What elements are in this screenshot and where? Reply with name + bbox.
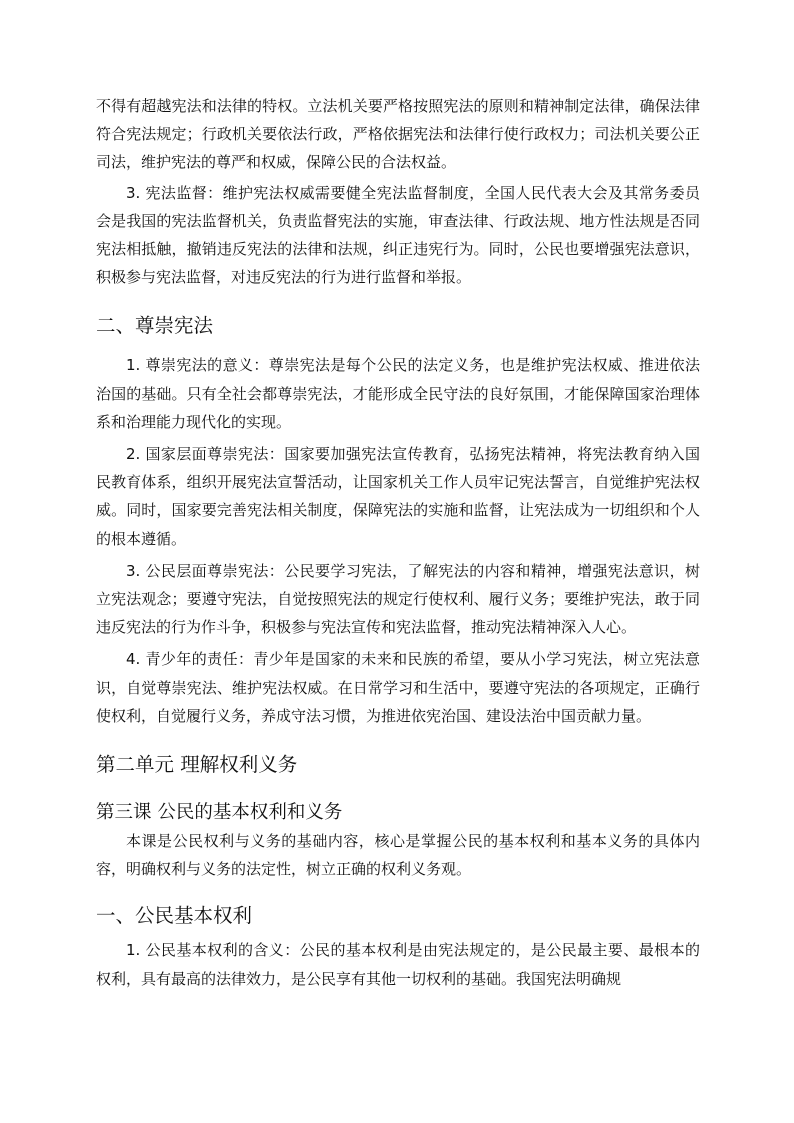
paragraph-constitution-supervision: 3. 宪法监督：维护宪法权威需要健全宪法监督制度，全国人民代表大会及其常务委员会是我国的宪法监督机关，负责监督宪法的实施，审查法律、行政法规、地方性法规是否同宪法相抵触，撤销违反宪法的法律和法规，纠正违宪行为。同时，公民也要增强宪法意识，积极参与宪法监督，对违反宪法的行为进行监督和举报。 (96, 183, 700, 287)
paragraph-intro: 不得有超越宪法和法律的特权。立法机关要严格按照宪法的原则和精神制定法律，确保法律符合宪法规定；行政机关要依法行政，严格依据宪法和法律行使行政权力；司法机关要公正司法，维护宪法的尊严和权威，保障公民的合法权益。 (96, 97, 700, 172)
paragraph-respect-state-level: 2. 国家层面尊崇宪法：国家要加强宪法宣传教育，弘扬宪法精神，将宪法教育纳入国民教育体系，组织开展宪法宣誓活动，让国家机关工作人员牢记宪法誓言，自觉维护宪法权威。同时，国家要完善宪法相关制度，保障宪法的实施和监督，让宪法成为一切组织和个人的根本遵循。 (96, 445, 700, 548)
paragraph-lesson-intro: 本课是公民权利与义务的基础内容，核心是掌握公民的基本权利和基本义务的具体内容，明确权利与义务的法定性，树立正确的权利义务观。 (96, 832, 700, 879)
section-heading-respect-constitution: 二、尊崇宪法 (96, 314, 214, 338)
paragraph-respect-meaning: 1. 尊崇宪法的意义：尊崇宪法是每个公民的法定义务，也是维护宪法权威、推进依法治国的基础。只有全社会都尊崇宪法，才能形成全民守法的良好氛围，才能保障国家治理体系和治理能力现代化的实现。 (96, 356, 700, 431)
unit-heading: 第二单元 理解权利义务 (96, 753, 298, 777)
lesson-heading: 第三课 公民的基本权利和义务 (96, 802, 343, 824)
paragraph-respect-youth: 4. 青少年的责任：青少年是国家的未来和民族的希望，要从小学习宪法，树立宪法意识，自觉尊崇宪法、维护宪法权威。在日常学习和生活中，要遵守宪法的各项规定，正确行使权利，自觉履行义务，养成守法习惯，为推进依宪治国、建设法治中国贡献力量。 (96, 650, 700, 725)
paragraph-respect-citizen-level: 3. 公民层面尊崇宪法：公民要学习宪法，了解宪法的内容和精神，增强宪法意识，树立宪法观念；要遵守宪法，自觉按照宪法的规定行使权利、履行义务；要维护宪法，敢于同违反宪法的行为作斗争，积极参与宪法宣传和宪法监督，推动宪法精神深入人心。 (96, 561, 700, 637)
paragraph-basic-rights-meaning: 1. 公民基本权利的含义：公民的基本权利是由宪法规定的，是公民最主要、最根本的权利，具有最高的法律效力，是公民享有其他一切权利的基础。我国宪法明确规 (96, 941, 700, 988)
document-page (96, 92, 700, 993)
section-heading-basic-rights: 一、公民基本权利 (96, 904, 253, 928)
